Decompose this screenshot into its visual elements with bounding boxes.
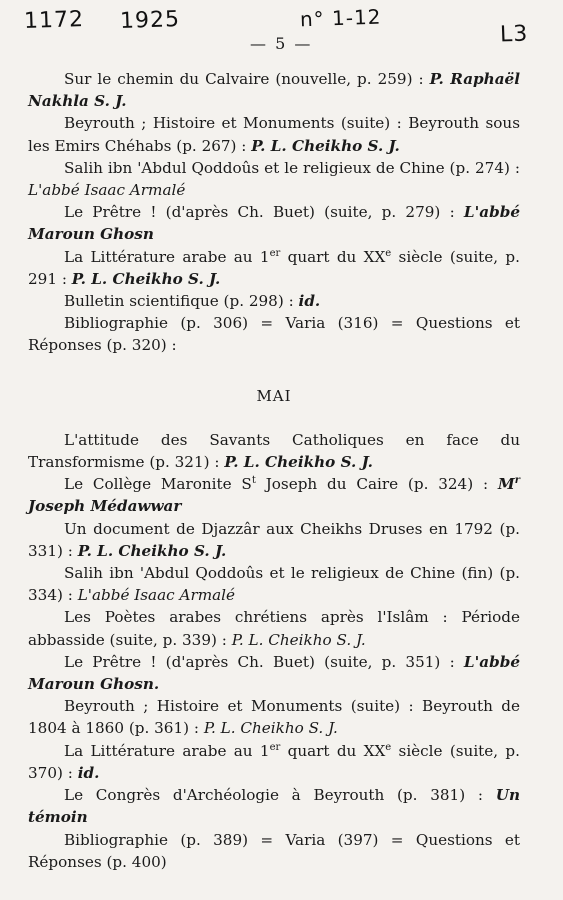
entry-author: L'abbé Maroun Ghosn. <box>28 652 520 694</box>
toc-entry: La Littérature arabe au 1er quart du XXe siècle (suite, p. 291 : P. L. Cheikho S. J. <box>28 247 520 288</box>
toc-entry: Bibliographie (p. 389) = Varia (397) = Questions et Réponses (p. 400) <box>28 830 520 871</box>
toc-entry: Sur le chemin du Calvaire (nouvelle, p. 259) : P. Raphaël Nakhla S. J. <box>28 70 520 111</box>
toc-entry: Beyrouth ; Histoire et Monuments (suite) : Beyrouth de 1804 à 1860 (p. 361) : P. L. Cheikho S. J. <box>28 697 520 738</box>
toc-entry: Bibliographie (p. 306) = Varia (316) = Questions et Réponses (p. 320) : <box>28 314 520 355</box>
entry-author: L'abbé Isaac Armalé <box>28 181 186 200</box>
toc-entry: Bulletin scientifique (p. 298) : id. <box>64 292 321 311</box>
entry-author: P. L. Cheikho S. J. <box>231 630 366 649</box>
handwritten-note-number: 1172 <box>23 6 85 35</box>
toc-entry: Le Congrès d'Archéologie à Beyrouth (p. 381) : Un témoin <box>28 786 520 827</box>
toc-entry: Un document de Djazzâr aux Cheikhs Druses en 1792 (p. 331) : P. L. Cheikho S. J. <box>28 519 520 560</box>
toc-entry: Le Collège Maronite $S^t$ Joseph du Caire (p. 324) : $M^r$ Joseph Médawwar <box>28 475 520 516</box>
entry-author: P. L. Cheikho S. J. <box>251 136 400 155</box>
table-of-contents <box>28 68 520 873</box>
entry-author: P. L. Cheikho S. J. <box>71 269 221 288</box>
entry-author: L'abbé Isaac Armalé <box>77 586 236 605</box>
toc-entry: Salih ibn 'Abdul Qoddoûs et le religieux de Chine (p. 274) : L'abbé Isaac Armalé <box>28 158 520 200</box>
entry-author: Un témoin <box>28 786 520 827</box>
toc-entry: L'attitude des Savants Catholiques en face du Transformisme (p. 321) : P. L. Cheikho S. J. <box>28 430 520 472</box>
entry-author: L'abbé Maroun Ghosn <box>28 203 520 244</box>
entry-author: $M^r$ Joseph Médawwar <box>28 475 520 516</box>
section-heading-mai: MAI <box>256 386 292 405</box>
handwritten-note-issue: n° 1-12 <box>299 4 382 32</box>
handwritten-note-year: 1925 <box>119 6 181 35</box>
toc-entry: Le Prêtre ! (d'après Ch. Buet) (suite, p. 351) : L'abbé Maroun Ghosn. <box>28 652 520 694</box>
toc-entry: Les Poètes arabes chrétiens après l'Islâm : Période abbasside (suite, p. 339) : P. L. Cheikho S. J. <box>28 608 520 649</box>
toc-entry: Salih ibn 'Abdul Qoddoûs et le religieux de Chine (fin) (p. 334) : L'abbé Isaac Armalé <box>28 564 520 605</box>
toc-entry: La Littérature arabe au 1er quart du XXe siècle (suite, p. 370) : id. <box>28 741 520 782</box>
entry-author: P. L. Cheikho S. J. <box>77 541 227 560</box>
page-number: — 5 — <box>250 34 313 53</box>
toc-entry: Beyrouth ; Histoire et Monuments (suite) : Beyrouth sous les Emirs Chéhabs (p. 267) : P. L. Cheikho S. J. <box>28 114 520 155</box>
handwritten-note-shelf: L3 <box>499 21 529 48</box>
entry-author: P. L. Cheikho S. J. <box>203 719 338 738</box>
entry-author: id. <box>298 292 321 311</box>
entry-author: P. Raphaël Nakhla S. J. <box>28 70 520 111</box>
entry-author: P. L. Cheikho S. J. <box>224 453 373 472</box>
entry-author: id. <box>77 763 100 782</box>
toc-entry: Le Prêtre ! (d'après Ch. Buet) (suite, p. 279) : L'abbé Maroun Ghosn <box>28 203 520 244</box>
